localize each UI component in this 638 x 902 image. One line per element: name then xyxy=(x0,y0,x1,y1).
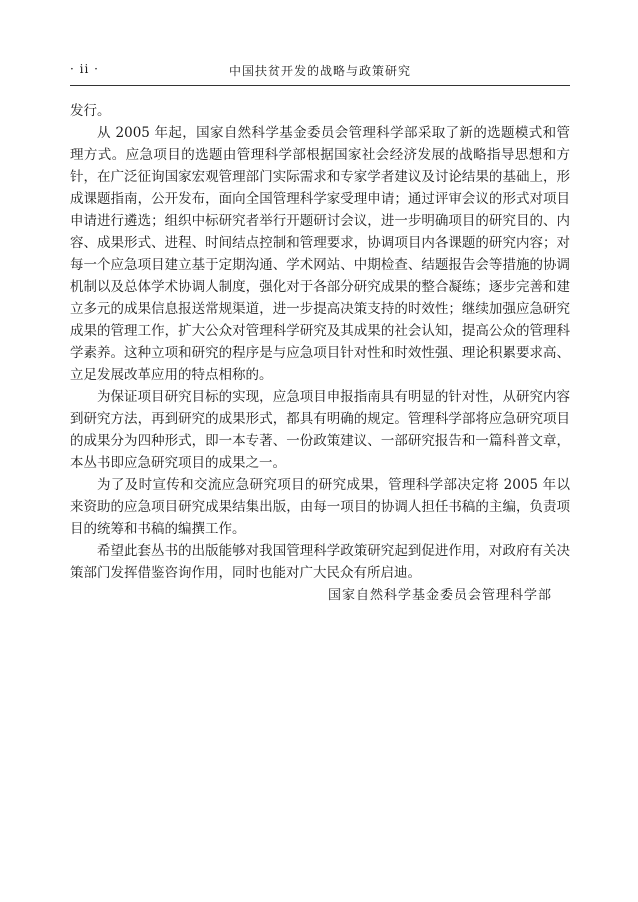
paragraph: 为了及时宣传和交流应急研究项目的研究成果，管理科学部决定将 2005 年以来资助的应急项目研究成果结集出版，由每一项目的协调人担任书稿的主编，负责项目的统筹和书稿的编撰工作。 xyxy=(70,477,570,537)
signature: 国家自然科学基金委员会管理科学部 xyxy=(327,588,552,603)
running-title: 中国扶贫开发的战略与政策研究 xyxy=(228,64,411,78)
paragraph-continuation: 发行。 xyxy=(70,103,111,119)
body-text xyxy=(70,100,570,584)
paragraph: 为保证项目研究目标的实现，应急项目申报指南具有明显的针对性，从研究内容到研究方法，再到研究的成果形式，都具有明确的规定。管理科学部将应急研究项目的成果分为四种形式，即一本专著、一份政策建议、一部研究报告和一篇科普文章，本丛书即应急研究项目的成果之一。 xyxy=(70,389,570,471)
page-header xyxy=(70,60,570,86)
page-number: · ii · xyxy=(70,62,99,76)
paragraph: 希望此套丛书的出版能够对我国管理科学政策研究起到促进作用，对政府有关决策部门发挥借鉴咨询作用，同时也能对广大民众有所启迪。 xyxy=(70,543,570,581)
paragraph: 从 2005 年起，国家自然科学基金委员会管理科学部采取了新的选题模式和管理方式。应急项目的选题由管理科学部根据国家社会经济发展的战略指导思想和方针，在广泛征询国家宏观管理部门实际需求和专家学者建议及讨论结果的基础上，形成课题指南，公开发布，面向全国管理科学家受理申请；通过评审会议的形式对项目申请进行遴选；组织中标研究者举行开题研讨会议，进一步明确项目的研究目的、内容、成果形式、进程、时间结点控制和管理要求，协调项目内各课题的研究内容；对每一个应急项目建立基于定期沟通、学术网站、中期检查、结题报告会等措施的协调机制以及总体学术协调人制度，强化对于各部分研究成果的整合凝练；逐步完善和建立多元的成果信息报送常规渠道，进一步提高决策支持的时效性；继续加强应急研究成果的管理工作，扩大公众对管理科学研究及其成果的社会认知，提高公众的管理科学素养。这种立项和研究的程序是与应急项目针对性和时效性强、理论积累要求高、立足发展改革应用的特点相称的。 xyxy=(70,125,570,383)
